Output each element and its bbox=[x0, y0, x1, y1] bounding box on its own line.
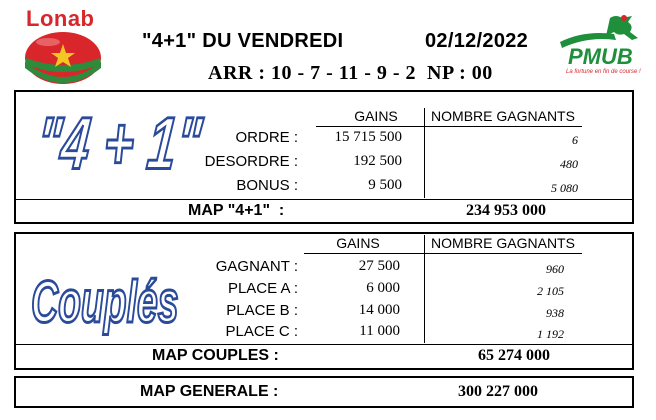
row-gains: 14 000 bbox=[358, 302, 400, 318]
lonab-logo-text: Lonab bbox=[26, 6, 95, 31]
map-4plus1-label: MAP "4+1" : bbox=[188, 202, 285, 219]
row-label: GAGNANT : bbox=[215, 258, 298, 275]
row-gains: 192 500 bbox=[353, 153, 402, 169]
row-gagnants: 480 bbox=[560, 157, 578, 171]
row-gains: 11 000 bbox=[359, 323, 400, 339]
row-label: PLACE B : bbox=[226, 302, 298, 319]
section-4plus1-divider bbox=[16, 199, 632, 200]
row-label: BONUS : bbox=[236, 177, 298, 194]
header-underline bbox=[316, 126, 582, 127]
col-separator bbox=[424, 235, 425, 343]
row-label: ORDRE : bbox=[235, 129, 298, 146]
pmub-tagline: La fortune en fin de course ! bbox=[566, 69, 641, 75]
row-gains: 15 715 500 bbox=[334, 129, 402, 145]
row-gagnants: 6 bbox=[572, 133, 578, 147]
col-gains-header: GAINS bbox=[336, 235, 380, 251]
4plus1-logo-text: "4 + 1" bbox=[32, 102, 206, 185]
map-generale-label: MAP GENERALE : bbox=[140, 383, 279, 400]
row-label: PLACE C : bbox=[225, 323, 298, 340]
col-gagnants-header: NOMBRE GAGNANTS bbox=[431, 108, 575, 124]
row-gains: 6 000 bbox=[366, 280, 400, 296]
page-title: "4+1" DU VENDREDI bbox=[142, 30, 344, 52]
map-generale-box bbox=[14, 376, 634, 408]
4plus1-logo bbox=[30, 102, 206, 186]
row-gagnants: 5 080 bbox=[551, 181, 578, 195]
map-couples-value: 65 274 000 bbox=[478, 347, 550, 364]
row-label: DESORDRE : bbox=[204, 153, 298, 170]
section-couples-divider bbox=[16, 344, 632, 345]
pmub-logo-text: PMUB bbox=[568, 44, 633, 69]
row-gagnants: 2 105 bbox=[537, 284, 564, 298]
header-underline bbox=[304, 253, 582, 254]
col-gains-header: GAINS bbox=[354, 108, 398, 124]
arrivee-line: ARR : 10 - 7 - 11 - 9 - 2 NP : 00 bbox=[208, 62, 493, 84]
row-label: PLACE A : bbox=[227, 280, 298, 297]
row-gagnants: 1 192 bbox=[537, 327, 564, 341]
col-gagnants-header: NOMBRE GAGNANTS bbox=[431, 235, 575, 251]
draw-date: 02/12/2022 bbox=[425, 30, 529, 52]
row-gains: 27 500 bbox=[358, 258, 400, 274]
map-4plus1-value: 234 953 000 bbox=[466, 202, 546, 219]
map-generale-value: 300 227 000 bbox=[458, 383, 538, 400]
row-gagnants: 938 bbox=[546, 306, 564, 320]
row-gains: 9 500 bbox=[368, 177, 402, 193]
couples-logo bbox=[26, 252, 179, 338]
lonab-logo-ball bbox=[22, 28, 104, 86]
couples-logo-text: Couplés bbox=[31, 268, 179, 336]
col-separator bbox=[424, 108, 425, 198]
map-couples-label: MAP COUPLES : bbox=[152, 347, 279, 364]
row-gagnants: 960 bbox=[546, 262, 564, 276]
